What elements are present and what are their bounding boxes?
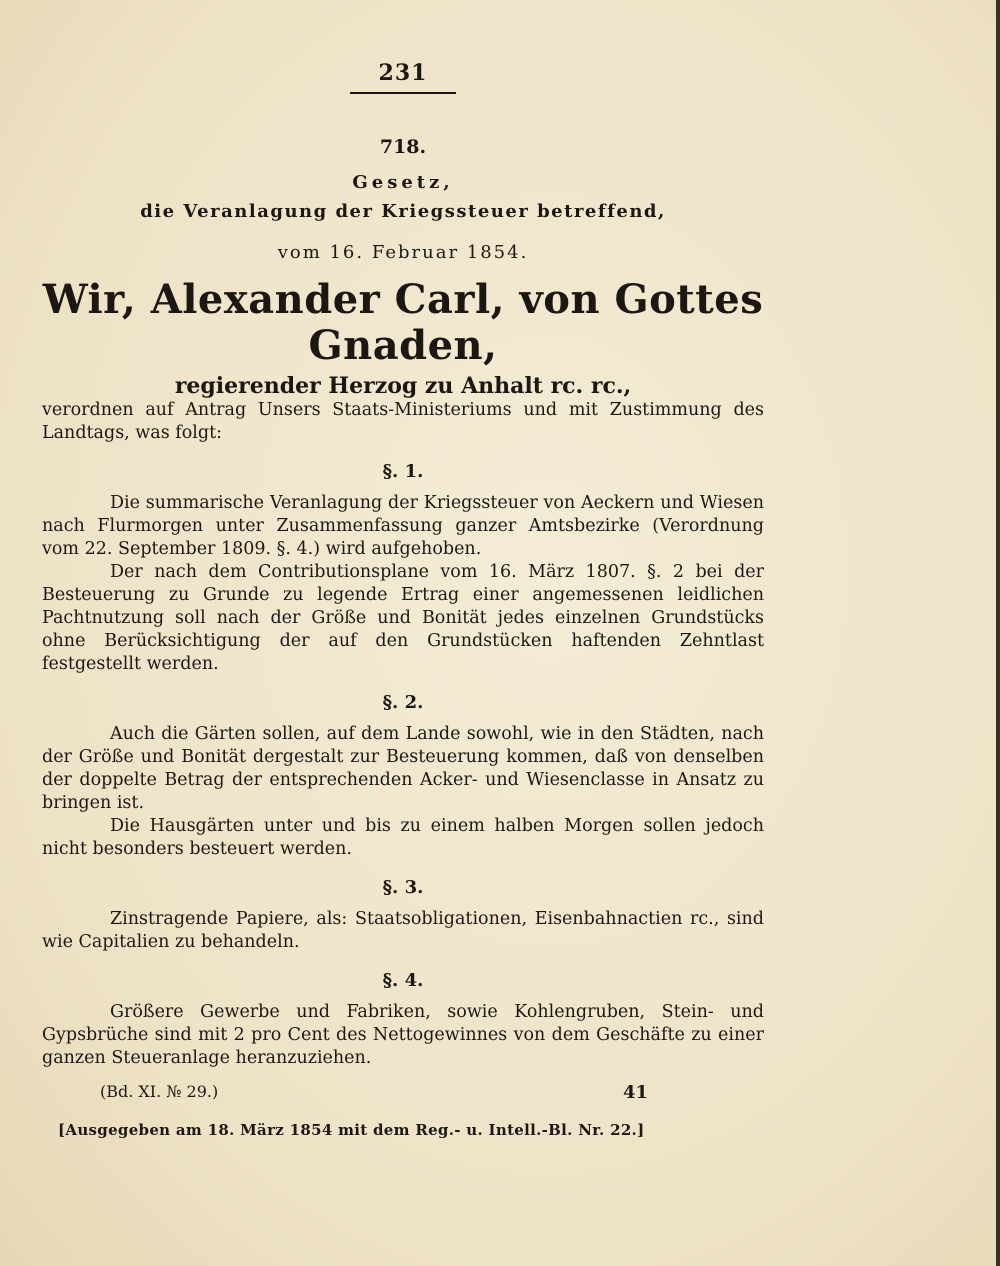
law-subject: die Veranlagung der Kriegssteuer betreffend, xyxy=(140,201,666,222)
law-date: vom 16. Februar 1854. xyxy=(277,242,529,263)
sheet-signature: 41 xyxy=(622,1082,648,1103)
volume-reference: (Bd. XI. № 29.) xyxy=(100,1082,219,1101)
ruler-name: Wir, Alexander Carl, von Gottes Gnaden, xyxy=(42,276,764,369)
section-paragraph: Zinstragende Papiere, als: Staatsobligationen, Eisenbahnactien rc., sind wie Capitalien zu behandeln. xyxy=(42,909,764,952)
law-number: 718. xyxy=(379,136,427,158)
page-number-rule xyxy=(350,92,456,94)
section-heading: §. 4. xyxy=(382,970,424,991)
section-heading: §. 1. xyxy=(382,461,424,482)
section-paragraph: Größere Gewerbe und Fabriken, sowie Kohlengruben, Stein- und Gypsbrüche sind mit 2 pro Cent des Nettogewinnes von dem Geschäfte zu einer ganzen Steueranlage heranzuziehen. xyxy=(42,1002,764,1068)
preamble-intro: verordnen auf Antrag Unsers Staats-Ministeriums und mit Zustimmung des Landtags, was folgt: xyxy=(42,400,764,443)
page-content xyxy=(42,60,764,1139)
law-type: Gesetz, xyxy=(352,172,454,193)
page-edge-shadow xyxy=(996,0,1000,1266)
section-2 xyxy=(42,692,764,861)
section-heading: §. 2. xyxy=(382,692,424,713)
section-paragraph: Der nach dem Contributionsplane vom 16. März 1807. §. 2 bei der Besteuerung zu Grunde zu legende Ertrag einer angemessenen leidlichen Pachtnutzung soll nach der Größe und Bonität jedes einzelnen Grundstücks ohne Berücksichtigung der auf den Grundstücken haftenden Zehntlast festgestellt werden. xyxy=(42,562,764,674)
section-heading: §. 3. xyxy=(382,877,424,898)
issued-note: [Ausgegeben am 18. März 1854 mit dem Reg.- u. Intell.-Bl. Nr. 22.] xyxy=(58,1121,645,1139)
section-3 xyxy=(42,877,764,954)
section-paragraph: Auch die Gärten sollen, auf dem Lande sowohl, wie in den Städten, nach der Größe und Bonität dergestalt zur Besteuerung kommen, daß von denselben der doppelte Betrag der entsprechenden Acker- und Wiesenclasse in Ansatz zu bringen ist. xyxy=(42,724,764,813)
page-number: 231 xyxy=(378,60,428,86)
section-paragraph: Die summarische Veranlagung der Kriegssteuer von Aeckern und Wiesen nach Flurmorgen unter Zusammenfassung ganzer Amtsbezirke (Verordnung vom 22. September 1809. §. 4.) wird aufgehoben. xyxy=(42,493,764,559)
section-4 xyxy=(42,970,764,1070)
page-footer xyxy=(42,1082,764,1103)
section-paragraph: Die Hausgärten unter und bis zu einem halben Morgen sollen jedoch nicht besonders besteuert werden. xyxy=(42,816,764,859)
section-1 xyxy=(42,461,764,676)
ruler-title: regierender Herzog zu Anhalt rc. rc., xyxy=(174,373,632,399)
